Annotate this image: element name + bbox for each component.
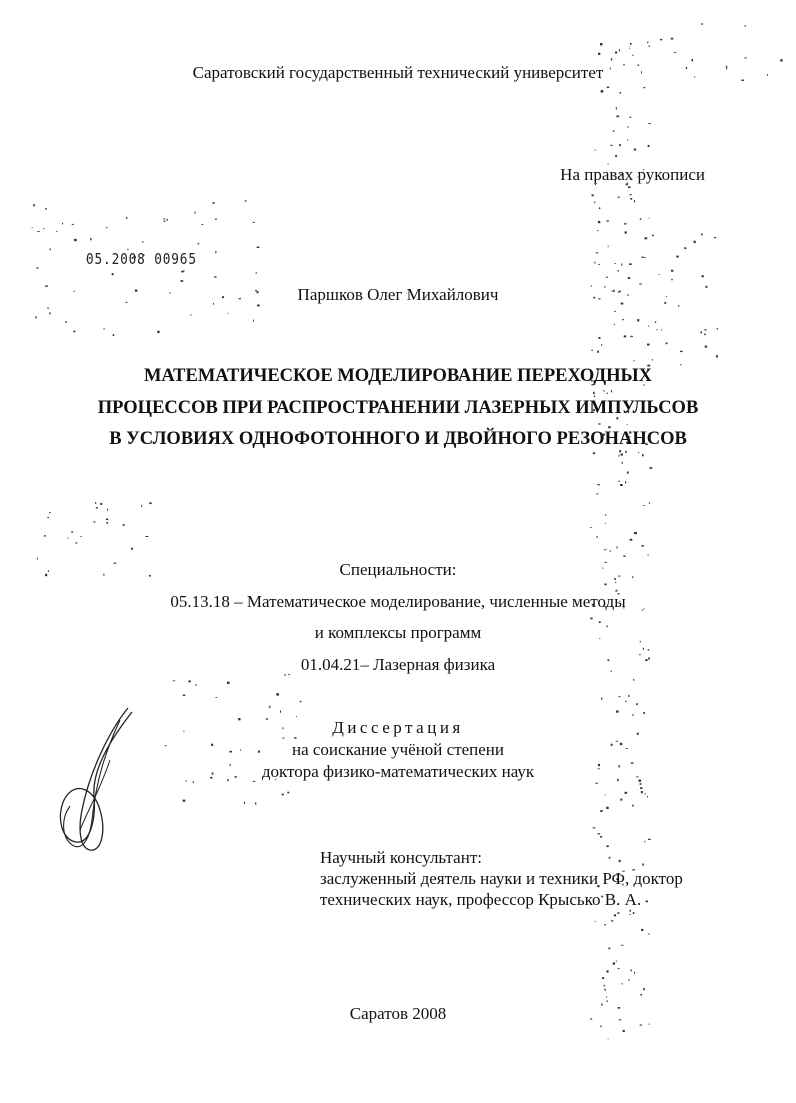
scan-speck: [674, 52, 677, 53]
scan-speck: [592, 194, 594, 196]
scan-speck: [227, 682, 230, 684]
city-year: Саратов 2008: [349, 1004, 447, 1023]
scan-speck: [594, 396, 595, 397]
scan-speck: [617, 546, 618, 548]
scan-speck: [647, 42, 648, 43]
scan-speck: [625, 481, 626, 483]
scan-speck: [649, 502, 650, 504]
scan-speck: [90, 238, 91, 240]
scan-speck: [598, 833, 601, 834]
scan-speck: [593, 452, 595, 454]
scan-speck: [640, 218, 642, 220]
scan-speck: [212, 202, 214, 204]
scan-speck: [599, 207, 600, 209]
scan-speck: [600, 1026, 602, 1027]
scan-speck: [257, 247, 260, 248]
scan-speck: [106, 522, 108, 524]
scan-speck: [615, 52, 617, 54]
scan-speck: [183, 800, 186, 802]
scan-speck: [614, 263, 616, 264]
scan-speck: [43, 228, 44, 229]
scan-speck: [296, 716, 297, 717]
manuscript-note: На правах рукописи: [560, 165, 705, 184]
scan-speck: [72, 224, 74, 225]
scan-speck: [595, 150, 596, 151]
scan-speck: [618, 270, 619, 272]
scan-speck: [716, 355, 718, 357]
scan-speck: [616, 107, 617, 109]
scan-speck: [107, 509, 108, 511]
scan-speck: [47, 308, 49, 309]
scan-speck: [628, 186, 631, 188]
scan-speck: [49, 313, 51, 315]
scan-speck: [744, 25, 746, 26]
scan-speck: [637, 319, 639, 321]
scan-speck: [74, 239, 77, 241]
scan-speck: [605, 523, 606, 524]
scan-speck: [141, 505, 142, 507]
scan-speck: [593, 392, 595, 394]
scan-speck: [623, 1030, 625, 1032]
title-line-1: МАТЕМАТИЧЕСКОЕ МОДЕЛИРОВАНИЕ ПЕРЕХОДНЫХ: [143, 366, 653, 386]
scan-speck: [605, 795, 606, 796]
scan-speck: [607, 393, 608, 394]
scan-speck: [597, 351, 599, 353]
scan-speck: [640, 787, 642, 789]
title-line-3: В УСЛОВИЯХ ОДНОФОТОННОГО И ДВОЙНОГО РЕЗОНАНСОВ: [109, 429, 687, 449]
scan-speck: [191, 314, 192, 315]
scan-speck: [188, 681, 191, 683]
title-line-2: ПРОЦЕССОВ ПРИ РАСПРОСТРАНЕНИИ ЛАЗЕРНЫХ ИМПУЛЬСОВ: [97, 398, 699, 418]
scan-speck: [123, 524, 125, 526]
scan-speck: [702, 275, 704, 277]
university-name: Саратовский государственный технический университет: [192, 63, 604, 82]
scan-speck: [606, 845, 608, 847]
scan-speck: [666, 343, 668, 345]
scan-speck: [604, 549, 607, 550]
scan-speck: [594, 202, 595, 204]
scan-speck: [660, 39, 662, 40]
scan-speck: [649, 218, 650, 219]
scan-speck: [646, 900, 648, 902]
scan-speck: [744, 58, 747, 59]
scan-speck: [181, 280, 184, 282]
scan-speck: [643, 505, 645, 506]
scan-speck: [598, 337, 600, 339]
scan-speck: [644, 841, 645, 843]
scan-speck: [640, 994, 642, 996]
scan-speck: [56, 231, 57, 232]
scan-speck: [300, 701, 302, 703]
scan-speck: [619, 860, 621, 862]
scan-speck: [633, 912, 635, 914]
scan-speck: [655, 321, 656, 323]
scan-speck: [618, 968, 620, 969]
scan-speck: [164, 221, 166, 222]
scan-speck: [624, 223, 627, 224]
consultant-heading: Научный консультант:: [320, 848, 482, 867]
scan-speck: [607, 970, 609, 972]
scan-speck: [613, 131, 615, 132]
dissertation-line-1: на соискание учёной степени: [291, 740, 505, 759]
scan-speck: [619, 450, 621, 452]
scan-speck: [255, 803, 256, 805]
scan-speck: [618, 197, 620, 198]
scan-speck: [244, 802, 245, 804]
scan-speck: [608, 245, 609, 247]
scan-speck: [629, 48, 630, 49]
scan-speck: [215, 251, 216, 253]
scan-speck: [610, 145, 612, 146]
scan-speck: [216, 697, 218, 698]
scan-speck: [616, 961, 617, 962]
scan-speck: [622, 983, 623, 984]
scan-speck: [163, 218, 165, 219]
scan-speck: [704, 334, 706, 336]
scan-speck: [627, 472, 629, 474]
scan-speck: [628, 695, 629, 697]
scan-speck: [47, 517, 49, 518]
scan-speck: [600, 836, 602, 838]
scan-speck: [201, 224, 203, 225]
scan-speck: [661, 330, 662, 331]
scan-speck: [605, 514, 606, 516]
scan-speck: [625, 231, 627, 233]
scan-speck: [621, 945, 624, 946]
scan-speck: [648, 326, 649, 327]
scan-speck: [598, 53, 600, 55]
scan-speck: [652, 235, 654, 237]
scan-speck: [649, 45, 650, 47]
scan-speck: [596, 252, 598, 253]
scan-speck: [620, 484, 623, 486]
scan-speck: [684, 247, 686, 249]
scan-speck: [269, 707, 270, 708]
scan-speck: [630, 194, 632, 195]
scan-speck: [625, 792, 628, 794]
scan-speck: [628, 277, 630, 279]
scan-speck: [648, 145, 650, 147]
scan-speck: [629, 117, 631, 118]
scan-speck: [613, 962, 615, 964]
scan-speck: [75, 542, 77, 543]
scan-speck: [597, 230, 598, 231]
scan-speck: [606, 277, 608, 278]
scan-speck: [701, 234, 703, 236]
scan-speck: [256, 273, 258, 274]
scan-speck: [633, 679, 634, 680]
scan-speck: [601, 698, 602, 700]
scan-speck: [606, 1001, 608, 1002]
scan-speck: [604, 989, 605, 991]
scan-speck: [36, 268, 38, 269]
scan-speck: [630, 336, 632, 337]
scan-speck: [282, 794, 284, 796]
scan-speck: [280, 711, 281, 713]
scan-speck: [606, 996, 607, 997]
scan-speck: [601, 344, 602, 346]
scan-speck: [196, 684, 197, 686]
scan-speck: [49, 512, 51, 513]
scan-speck: [632, 805, 634, 807]
scan-speck: [619, 49, 620, 51]
scan-speck: [73, 331, 75, 333]
scan-speck: [597, 484, 600, 485]
scan-speck: [67, 538, 68, 539]
scan-speck: [621, 454, 623, 456]
scan-speck: [634, 532, 637, 534]
scan-speck: [62, 223, 63, 225]
scan-speck: [616, 711, 619, 713]
scan-speck: [638, 452, 639, 453]
scan-speck: [44, 535, 46, 536]
scan-speck: [95, 502, 96, 504]
scan-speck: [590, 527, 592, 528]
scan-speck: [45, 208, 47, 210]
scan-speck: [645, 237, 648, 239]
scan-speck: [245, 200, 247, 201]
scan-speck: [634, 200, 635, 202]
scan-speck: [780, 59, 782, 61]
scan-speck: [640, 783, 642, 785]
scan-speck: [604, 924, 606, 925]
scan-speck: [634, 972, 635, 974]
scan-speck: [659, 274, 660, 275]
scan-speck: [183, 270, 185, 271]
scan-speck: [634, 360, 635, 362]
scan-speck: [717, 328, 718, 330]
scan-speck: [630, 198, 632, 200]
specialties-heading: Специальности:: [339, 560, 457, 579]
scan-speck: [704, 329, 706, 330]
registry-stamp: 05.2008 00965: [86, 250, 197, 268]
consultant-line-2: технических наук, профессор Крысько В. А.: [320, 890, 642, 909]
scan-speck: [643, 257, 646, 258]
scan-speck: [228, 313, 229, 314]
scan-speck: [624, 335, 626, 337]
scan-speck: [680, 351, 683, 352]
scan-speck: [167, 219, 168, 221]
scan-speck: [619, 455, 620, 457]
scan-speck: [611, 920, 613, 921]
scan-speck: [678, 305, 679, 307]
scan-speck: [104, 328, 105, 329]
scan-speck: [598, 221, 600, 223]
scan-speck: [629, 263, 632, 265]
scan-speck: [112, 273, 114, 275]
dissertation-line-2: доктора физико-математических наук: [261, 762, 535, 781]
scan-speck: [642, 454, 644, 456]
scan-speck: [253, 320, 254, 322]
scan-speck: [602, 977, 604, 979]
scan-speck: [608, 1039, 609, 1040]
author-name: Паршков Олег Михайлович: [297, 285, 499, 304]
scan-speck: [657, 329, 658, 330]
scan-speck: [714, 237, 716, 238]
scan-speck: [701, 331, 703, 333]
scan-speck: [630, 539, 633, 541]
scan-speck: [643, 712, 645, 714]
scan-speck: [33, 204, 35, 206]
scan-speck: [625, 701, 627, 702]
scan-speck: [614, 914, 616, 916]
scan-speck: [625, 451, 626, 453]
scan-speck: [652, 359, 653, 361]
scan-speck: [610, 550, 611, 552]
scan-speck: [590, 618, 592, 620]
scan-speck: [676, 256, 679, 258]
scan-speck: [630, 914, 631, 915]
scan-speck: [598, 264, 600, 265]
scan-speck: [618, 481, 620, 482]
scan-speck: [641, 929, 643, 931]
scan-speck: [671, 270, 674, 272]
scan-speck: [606, 220, 609, 221]
scan-speck: [94, 521, 96, 522]
scan-speck: [157, 331, 159, 333]
scan-speck: [32, 227, 33, 228]
scan-speck: [604, 584, 606, 586]
scan-speck: [641, 791, 643, 793]
scan-speck: [636, 703, 638, 705]
scan-speck: [253, 222, 255, 223]
scan-speck: [173, 680, 176, 681]
scan-speck: [642, 864, 644, 866]
scan-speck: [619, 144, 621, 146]
scan-speck: [614, 324, 615, 326]
scan-speck: [594, 262, 595, 264]
scan-speck: [113, 334, 115, 336]
dissertation-heading: Диссертация: [332, 718, 464, 737]
scan-speck: [596, 783, 598, 784]
scan-speck: [614, 311, 616, 312]
scan-speck: [671, 279, 672, 281]
scan-speck: [643, 988, 645, 990]
scan-speck: [648, 839, 651, 840]
scan-speck: [648, 554, 649, 555]
scan-speck: [50, 249, 51, 251]
scan-speck: [601, 90, 604, 92]
scan-speck: [645, 793, 646, 794]
scan-speck: [96, 507, 98, 508]
scan-speck: [632, 55, 633, 56]
scan-speck: [692, 59, 694, 61]
scan-speck: [647, 796, 648, 797]
scan-speck: [615, 155, 617, 157]
scan-speck: [596, 536, 598, 537]
scan-speck: [627, 424, 628, 425]
scan-speck: [616, 116, 619, 118]
scan-speck: [647, 344, 650, 346]
scan-speck: [633, 714, 634, 716]
scan-speck: [611, 390, 612, 392]
scan-speck: [606, 807, 609, 809]
scan-speck: [131, 548, 133, 550]
scan-speck: [276, 693, 279, 695]
scan-speck: [617, 912, 619, 914]
scan-speck: [643, 648, 644, 650]
scan-speck: [65, 321, 67, 322]
scan-speck: [603, 390, 604, 391]
scan-speck: [198, 243, 200, 244]
scan-speck: [596, 494, 598, 495]
scan-speck: [705, 346, 707, 348]
scan-speck: [694, 241, 696, 243]
scan-speck: [609, 857, 611, 859]
scan-speck: [629, 979, 630, 981]
scan-speck: [640, 1025, 642, 1026]
scan-speck: [71, 532, 73, 533]
scan-speck: [627, 126, 629, 127]
scan-speck: [35, 316, 36, 318]
scan-speck: [106, 227, 107, 229]
scan-speck: [671, 38, 673, 40]
scan-speck: [615, 582, 616, 583]
scan-speck: [620, 799, 622, 801]
scan-speck: [701, 24, 703, 25]
scan-speck: [608, 948, 610, 949]
scan-speck: [622, 462, 623, 464]
specialty-line-3: 01.04.21– Лазерная физика: [300, 655, 496, 674]
scan-speck: [214, 276, 217, 277]
scan-speck: [126, 217, 127, 219]
scan-speck: [622, 319, 624, 320]
scan-speck: [37, 231, 40, 232]
specialty-line-1: 05.13.18 – Математическое моделирование, численные методы: [170, 592, 626, 611]
scan-speck: [215, 219, 217, 221]
scan-speck: [623, 556, 625, 557]
scan-speck: [195, 212, 196, 214]
scan-speck: [598, 423, 600, 424]
scan-speck: [641, 257, 643, 258]
scan-speck: [607, 87, 609, 89]
scan-speck: [80, 536, 82, 537]
specialty-line-2: и комплексы программ: [314, 623, 482, 642]
scan-speck: [630, 43, 632, 44]
scan-speck: [145, 536, 148, 537]
scan-speck: [591, 350, 593, 351]
consultant-line-1: заслуженный деятель науки и техники РФ, доктор: [320, 869, 683, 888]
scan-speck: [611, 58, 612, 60]
scan-speck: [634, 149, 636, 151]
scan-speck: [627, 139, 628, 140]
scan-speck: [631, 969, 632, 971]
scan-speck: [149, 502, 151, 504]
scan-speck: [650, 467, 653, 469]
scan-speck: [100, 503, 102, 505]
scan-speck: [604, 985, 606, 986]
scan-speck: [641, 545, 643, 547]
scan-speck: [648, 649, 650, 650]
scan-speck: [595, 921, 596, 922]
scan-speck: [619, 696, 621, 697]
scan-speck: [600, 810, 602, 812]
scan-speck: [600, 43, 603, 45]
scan-speck: [608, 426, 611, 428]
scan-speck: [621, 264, 622, 266]
scan-speck: [287, 792, 289, 794]
scan-speck: [620, 92, 621, 94]
scan-speck: [142, 241, 143, 243]
scan-speck: [183, 695, 186, 696]
scan-speck: [106, 519, 108, 520]
scan-speck: [648, 123, 651, 124]
scan-speck: [593, 827, 596, 828]
scan-speck: [648, 934, 649, 935]
scan-speck: [643, 87, 645, 88]
